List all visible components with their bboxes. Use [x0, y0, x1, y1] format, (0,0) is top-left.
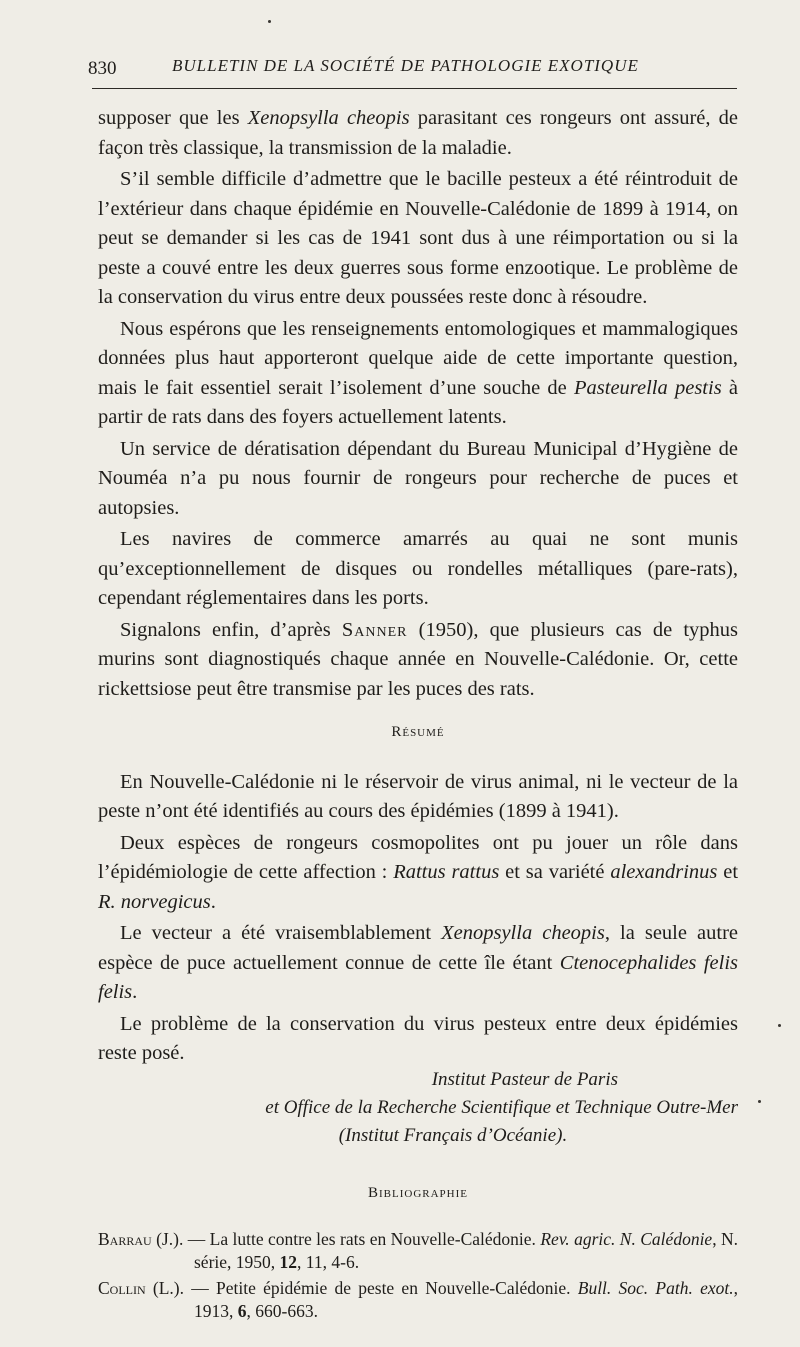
- text-run: , la seule autre espèce de puce actuellement connue de cette île étant: [98, 922, 738, 974]
- text-run: , N. série, 1950,: [194, 1229, 739, 1272]
- summary-heading: Résumé: [391, 724, 445, 740]
- summary-paragraph: En Nouvelle-Calédonie ni le réservoir de virus animal, ni le vecteur de la peste n’ont été identifiés au cours des épidémies (1899 à 1941).: [98, 770, 738, 822]
- bib-author: Collin: [98, 1278, 146, 1298]
- bibliography-heading: Bibliographie: [368, 1184, 468, 1201]
- text-run: Signalons enfin, d’après: [120, 618, 342, 641]
- paragraph: Un service de dératisation dépendant du Bureau Municipal d’Hygiène de Nouméa n’a pu nous fournir de rongeurs pour recherche de puces et autopsies.: [98, 437, 738, 519]
- bibliography-entry: [98, 1228, 738, 1274]
- species-name: R. norvegicus: [98, 890, 211, 913]
- summary-paragraph: [98, 919, 738, 1008]
- species-name: Pasteurella pestis: [574, 376, 722, 399]
- species-name: Xenopsylla cheopis: [441, 922, 605, 944]
- species-name: Rattus rattus: [393, 861, 500, 883]
- bib-journal: Rev. agric. N. Calédonie: [540, 1229, 713, 1249]
- bib-author: Barrau: [98, 1229, 152, 1249]
- bib-journal: Bull. Soc. Path. exot.: [577, 1278, 734, 1298]
- summary-paragraph: [98, 829, 738, 918]
- text-run: Deux espèces de rongeurs cosmopolites ont pu jouer un rôle dans l’épidémiologie de cette affection :: [98, 831, 738, 883]
- running-title: BULLETIN DE LA SOCIÉTÉ DE PATHOLOGIE EXOTIQUE: [172, 56, 639, 75]
- paragraph: [98, 104, 738, 163]
- affiliation-line: Institut Pasteur de Paris: [431, 1068, 618, 1090]
- text-run: et: [717, 861, 739, 883]
- bibliography-entry: [98, 1277, 738, 1323]
- print-speck: [758, 1100, 761, 1103]
- species-name: Xenopsylla cheopis: [247, 107, 410, 129]
- paragraph: [98, 616, 738, 705]
- summary-paragraph: Le problème de la conservation du virus pesteux entre deux épidémies reste posé.: [98, 1012, 738, 1064]
- text-run: , 11, 4-6.: [297, 1252, 360, 1272]
- print-speck: [778, 1024, 781, 1027]
- species-name: Ctenocephalides felis felis: [98, 951, 739, 1003]
- text-run: .: [210, 890, 216, 913]
- text-run: Nous espérons que les renseignements entomologiques et mammalogiques données plus haut apporteront quelque aide de cette importante question, mais le fait essentiel serait l’isolement d’une souche de: [98, 317, 738, 399]
- text-run: , 660-663.: [246, 1301, 318, 1321]
- text-run: Le vecteur a été vraisemblablement: [120, 922, 442, 944]
- text-run: (J.). — La lutte contre les rats en Nouvelle-Calédonie.: [151, 1229, 541, 1249]
- paragraph: S’il semble difficile d’admettre que le bacille pesteux a été réintroduit de l’extérieur dans chaque épidémie en Nouvelle-Calédonie de 1899 à 1914, on peut se demander si les cas de 1941 sont dus à une réimportation ou si la peste a couvé entre les deux guerres sous forme enzootique. Le problème de la conservation du virus entre deux poussées reste donc à résoudre.: [98, 168, 738, 308]
- species-name: alexandrinus: [610, 861, 718, 883]
- text-run: .: [132, 981, 138, 1003]
- affiliation-line: et Office de la Recherche Scientifique et Technique Outre-Mer: [265, 1096, 738, 1118]
- text-run: à partir de rats dans des foyers actuellement latents.: [98, 376, 738, 428]
- bib-volume: 12: [279, 1252, 298, 1272]
- text-run: , 1913,: [194, 1278, 738, 1321]
- print-speck: [268, 20, 271, 23]
- header-rule: [92, 88, 737, 89]
- page-number: 830: [88, 58, 117, 79]
- paragraph: Les navires de commerce amarrés au quai ne sont munis qu’exceptionnellement de disques ou rondelles métalliques (pare-rats), cependant réglementaires dans les ports.: [98, 528, 738, 609]
- paragraph: [98, 315, 738, 433]
- author-name: Sanner: [341, 618, 408, 641]
- article-body: [98, 104, 738, 1326]
- text-run: (L.). — Petite épidémie de peste en Nouvelle-Calédonie.: [145, 1278, 578, 1298]
- text-run: parasitant ces rongeurs ont assuré, de façon très classique, la transmission de la maladie.: [98, 107, 738, 159]
- page-header: [88, 52, 738, 82]
- text-run: et sa variété: [499, 861, 611, 883]
- affiliation-line: (Institut Français d’Océanie).: [338, 1124, 568, 1146]
- text-run: (1950), que plusieurs cas de typhus murins sont diagnostiqués chaque année en Nouvelle-Calédonie. Or, cette rickettsiose peut être transmise par les puces des rats.: [98, 618, 738, 700]
- bib-volume: 6: [237, 1301, 247, 1321]
- text-run: supposer que les: [98, 107, 248, 129]
